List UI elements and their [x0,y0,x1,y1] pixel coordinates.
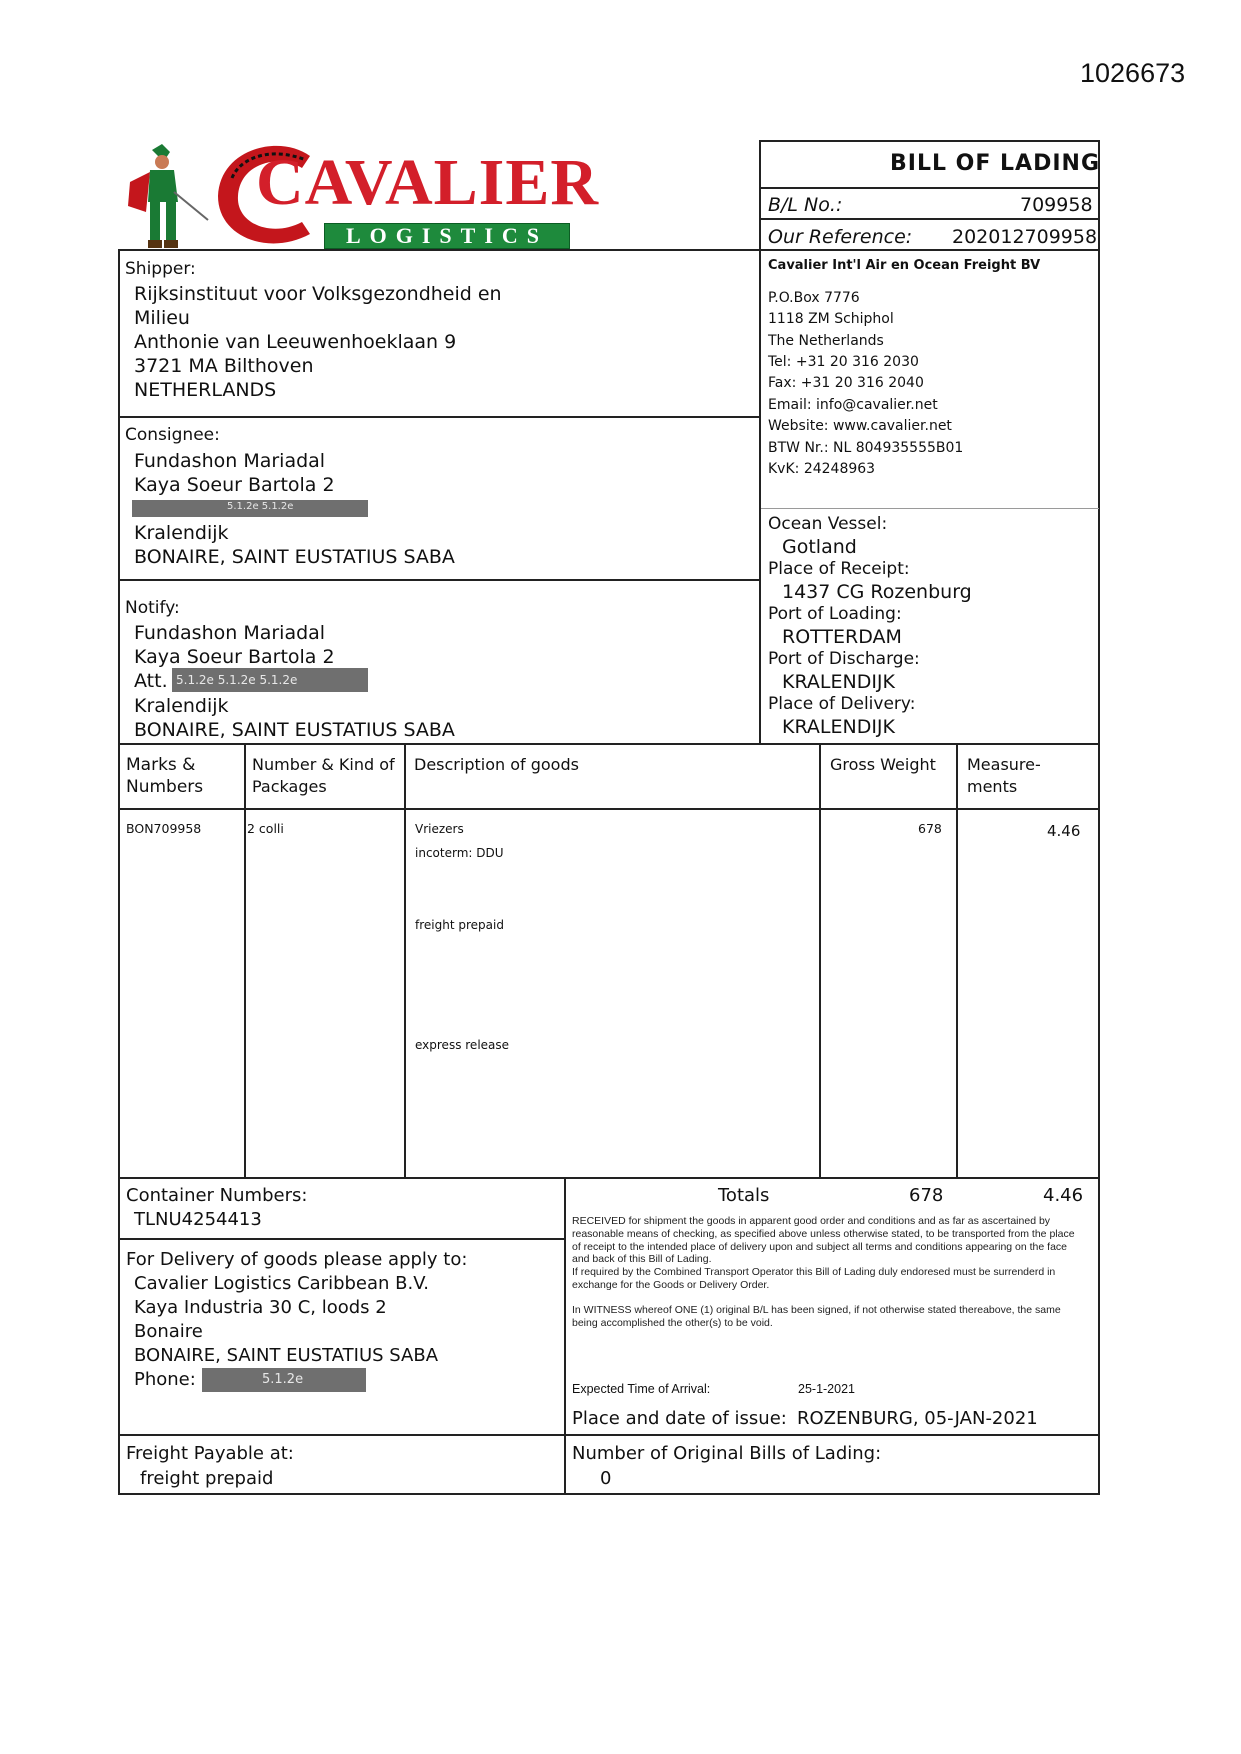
logo-subtitle: LOGISTICS [324,223,570,249]
cavalier-logo [118,138,600,253]
notify-line: BONAIRE, SAINT EUSTATIUS SABA [134,719,455,741]
consignee-line: BONAIRE, SAINT EUSTATIUS SABA [134,546,455,568]
loading-label: Port of Loading: [768,604,902,624]
phone-redaction: 5.1.2e [202,1368,366,1392]
carrier-line: P.O.Box 7776 [768,290,860,306]
receipt-value: 1437 CG Rozenburg [782,581,972,603]
terms-required: If required by the Combined Transport Operator this Bill of Lading duly endoresed must be surrenderd in exchange for the Goods or Delivery Order. [572,1266,1056,1291]
bl-no-label: B/L No.: [768,194,843,216]
delivery-apply-line: BONAIRE, SAINT EUSTATIUS SABA [134,1345,439,1366]
carrier-line: Fax: +31 20 316 2040 [768,375,924,391]
issue-value: ROZENBURG, 05-JAN-2021 [797,1408,1038,1429]
eta-value: 25-1-2021 [798,1382,855,1396]
col-header-measure: Measure- ments [967,755,1041,796]
delivery-apply-line: Cavalier Logistics Caribbean B.V. [134,1273,429,1294]
shipper-line: Milieu [134,307,190,329]
delivery-apply-label: For Delivery of goods please apply to: [126,1249,468,1270]
carrier-line: BTW Nr.: NL 804935555B01 [768,440,964,456]
shipper-line: 3721 MA Bilthoven [134,355,314,377]
carrier-line: 1118 ZM Schiphol [768,311,894,327]
our-reference-value: 202012709958 [952,226,1098,248]
receipt-label: Place of Receipt: [768,559,910,579]
goods-measure: 4.46 [1047,822,1081,840]
logo-wordmark: CAVALIER [256,146,600,219]
shipper-line: Anthonie van Leeuwenhoeklaan 9 [134,331,457,353]
goods-description-line: freight prepaid [415,918,504,932]
terms-witness: In WITNESS whereof ONE (1) original B/L has been signed, if not otherwise stated thereabove, the same being accomplished the other(s) to be void. [572,1304,1061,1329]
notify-att-label: Att. [134,670,168,692]
delivery-apply-line: Bonaire [134,1321,203,1342]
col-header-marks: Marks & Numbers [126,755,204,797]
goods-weight: 678 [918,821,942,836]
original-bills-value: 0 [600,1468,612,1489]
goods-marks: BON709958 [126,821,202,836]
shipper-line: NETHERLANDS [134,379,277,401]
carrier-line: The Netherlands [768,333,884,349]
shipper-line: Rijksinstituut voor Volksgezondheid en [134,283,502,305]
goods-description-line: Vriezers [415,822,464,836]
delivery-apply-line: Kaya Industria 30 C, loods 2 [134,1297,387,1318]
container-numbers-label: Container Numbers: [126,1185,308,1206]
consignee-line: Fundashon Mariadal [134,450,326,472]
consignee-line: Kralendijk [134,522,229,544]
terms-received: RECEIVED for shipment the goods in apparent good order and conditions and as far as ascertained by reasonable means of checking, as specified above unless otherwise stated, to be transported from the place of receipt to the intended place of delivery upon and subject all terms and conditions appearing on the face and back of this Bill of Lading. [572,1215,1075,1266]
totals-label: Totals [718,1185,770,1206]
notify-label: Notify: [125,598,180,618]
original-bills-label: Number of Original Bills of Lading: [572,1443,882,1464]
col-header-weight: Gross Weight [830,755,936,774]
notify-line: Fundashon Mariadal [134,622,326,644]
discharge-value: KRALENDIJK [782,671,895,693]
totals-measure: 4.46 [1043,1185,1084,1206]
shipper-label: Shipper: [125,259,196,279]
carrier-line: KvK: 24248963 [768,461,876,477]
col-header-packages: Number & Kind of Packages [252,755,395,796]
knight-icon [122,142,212,250]
delivery-label: Place of Delivery: [768,694,916,714]
container-numbers-value: TLNU4254413 [134,1209,262,1230]
notify-line: Kralendijk [134,695,229,717]
eta-label: Expected Time of Arrival: [572,1382,711,1396]
document-number: 1026673 [1080,58,1186,88]
delivery-value: KRALENDIJK [782,716,895,738]
bl-no-value: 709958 [1020,194,1093,216]
carrier-line: Email: info@cavalier.net [768,397,938,413]
consignee-redaction: 5.1.2e 5.1.2e [132,500,368,517]
vessel-value: Gotland [782,536,857,558]
freight-payable-label: Freight Payable at: [126,1443,294,1464]
goods-description-line: incoterm: DDU [415,846,504,860]
notify-line: Kaya Soeur Bartola 2 [134,646,335,668]
totals-weight: 678 [909,1185,944,1206]
freight-payable-value: freight prepaid [140,1468,274,1489]
carrier-line: Tel: +31 20 316 2030 [768,354,919,370]
consignee-label: Consignee: [125,425,220,445]
notify-redaction: 5.1.2e 5.1.2e 5.1.2e [172,668,368,692]
bill-of-lading-title: BILL OF LADING [890,151,1101,176]
our-reference-label: Our Reference: [768,226,913,248]
phone-label: Phone: [134,1369,196,1390]
vessel-label: Ocean Vessel: [768,514,888,534]
carrier-line: Website: www.cavalier.net [768,418,952,434]
loading-value: ROTTERDAM [782,626,902,648]
consignee-line: Kaya Soeur Bartola 2 [134,474,335,496]
goods-packages: 2 colli [247,821,284,836]
col-header-description: Description of goods [414,755,579,774]
carrier-name: Cavalier Int'l Air en Ocean Freight BV [768,258,1041,273]
issue-label: Place and date of issue: [572,1408,787,1429]
discharge-label: Port of Discharge: [768,649,920,669]
goods-description-line: express release [415,1038,510,1052]
